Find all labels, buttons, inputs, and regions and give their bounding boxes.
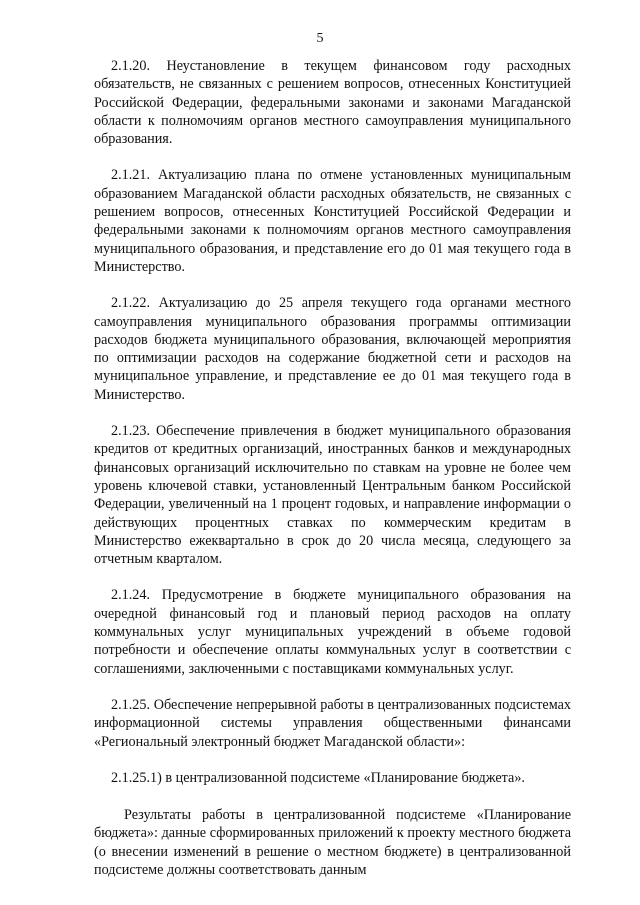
paragraph-results: Результаты работы в централизованной подсистеме «Планирование бюджета»: данные сформированных приложений к проекту местного бюджета (о внесении изменений в решение о местном бюджете) в централизованной подсистеме должны соответствовать данным xyxy=(94,807,571,878)
document-body xyxy=(94,57,571,897)
paragraph-2-1-24: 2.1.24. Предусмотрение в бюджете муниципального образования на очередной финансовый год и плановый период расходов на оплату коммунальных услуг муниципальных учреждений в объеме годовой потребности и обеспечение оплаты коммунальных услуг в соответствии с соглашениями, заключенными с поставщиками коммунальных услуг. xyxy=(94,587,571,677)
paragraph-2-1-25: 2.1.25. Обеспечение непрерывной работы в централизованных подсистемах информационной системы управления общественными финансами «Региональный электронный бюджет Магаданской области»: xyxy=(94,696,571,750)
paragraph-2-1-23: 2.1.23. Обеспечение привлечения в бюджет муниципального образования кредитов от кредитных организаций, иностранных банков и международных финансовых организаций исключительно по ставкам на уровне не более чем уровень ключевой ставки, установленный Центральным банком Российской Федерации, увеличенный на 1 процент годовых, и направление информации о действующих процентных ставках по коммерческим кредитам в Министерство ежеквартально в срок до 20 числа месяца, следующего за отчетным кварталом. xyxy=(94,423,571,568)
paragraph-2-1-25-1: 2.1.25.1) в централизованной подсистеме «Планирование бюджета». xyxy=(111,769,525,786)
paragraph-2-1-22: 2.1.22. Актуализацию до 25 апреля текущего года органами местного самоуправления муниципального образования программы оптимизации расходов бюджета муниципального образования, включающей мероприятия по оптимизации расходов на содержание бюджетной сети и расходов на муниципальное управление, и представление ее до 01 мая текущего года в Министерство. xyxy=(94,295,571,403)
page-number: 5 xyxy=(316,31,324,46)
paragraph-2-1-21: 2.1.21. Актуализацию плана по отмене установленных муниципальным образованием Магаданской области расходных обязательств, не связанных с решением вопросов, отнесенных Конституцией Российской Федерации и федеральными законами к полномочиям органов местного самоуправления муниципального образования, и представление его до 01 мая текущего года в Министерство. xyxy=(94,167,571,275)
paragraph-2-1-20: 2.1.20. Неустановление в текущем финансовом году расходных обязательств, не связанных с решением вопросов, отнесенных Конституцией Российской Федерации, федеральными законами и законами Магаданской области к полномочиям органов местного самоуправления муниципального образования. xyxy=(94,58,571,148)
